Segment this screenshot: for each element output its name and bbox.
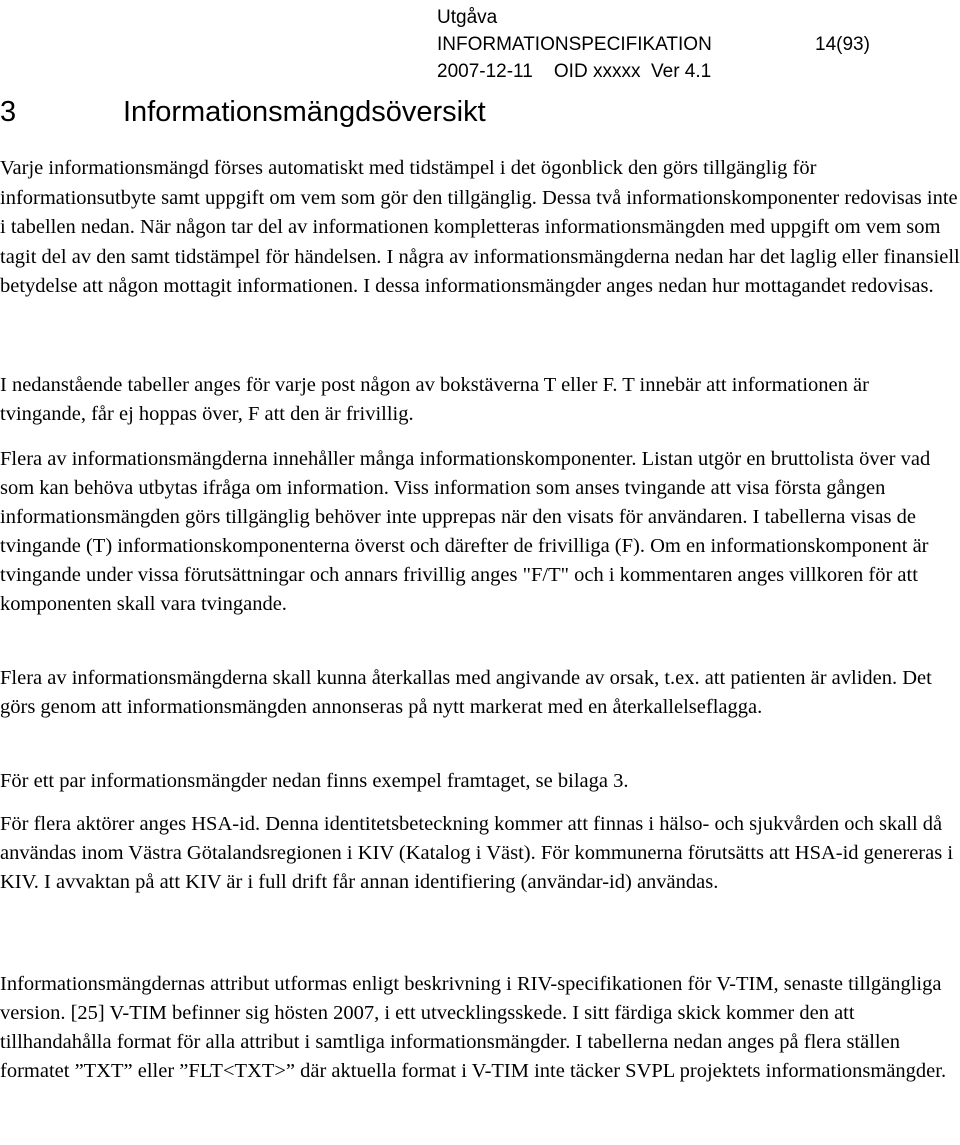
header-document-type: INFORMATIONSPECIFIKATION — [437, 34, 712, 55]
paragraph-t-f-notation: I nedanstående tabeller anges för varje post någon av bokstäverna T eller F. T innebär att informationen är tvingande, får ej hoppas över, F att den är frivillig. — [0, 374, 869, 425]
header-date-version: 2007-12-11 OID xxxxx Ver 4.1 — [437, 61, 712, 82]
paragraph-timestamp: Varje informationsmängd förses automatiskt med tidstämpel i det ögonblick den görs tillgänglig för informationsutbyte samt uppgift om vem som gör den tillgänglig. Dessa två informationskomponenter redovisas inte i tabellen nedan. När någon tar del av informationen kompletteras informationsmängden med uppgift om vem som tagit del av den samt tidstämpel för händelsen. I några av informationsmängderna nedan har det laglig eller finansiell betydelse att någon mottagit informationen. I dessa informationsmängder anges nedan hur mottagandet redovisas. — [0, 157, 960, 297]
section-number: 3 — [0, 96, 17, 128]
paragraph-recall: Flera av informationsmängderna skall kunna återkallas med angivande av orsak, t.ex. att patienten är avliden. Det görs genom att informationsmängden annonseras på nytt markerat med en återkallelseflagga. — [0, 667, 932, 718]
paragraph-examples: För ett par informationsmängder nedan finns exempel framtaget, se bilaga 3. — [0, 770, 629, 792]
header-edition: Utgåva — [437, 7, 498, 28]
paragraph-attributes: Informationsmängdernas attribut utformas enligt beskrivning i RIV-specifikationen för V-TIM, senaste tillgängliga version. [25] V-TIM befinner sig hösten 2007, i ett utvecklingsskede. I sitt färdiga skick kommer den att tillhandahålla format för alla attribut i samtliga informationsmängder. I tabellerna nedan anges på flera ställen formatet ”TXT” eller ”FLT<TXT>” där aktuella format i V-TIM inte täcker SVPL projektets informationsmängder. — [0, 973, 947, 1082]
header-page-number: 14(93) — [815, 34, 870, 55]
paragraph-components: Flera av informationsmängderna innehåller många informationskomponenter. Listan utgör en bruttolista över vad som kan behöva utbytas ifråga om information. Viss information som anses tvingande att visa första gången informationsmängden görs tillgänglig behöver inte upprepas när den visats för användaren. I tabellerna visas de tvingande (T) informationskomponenterna överst och därefter de frivilliga (F). Om en informationskomponent är tvingande under vissa förutsättningar och annars frivillig anges "F/T" och i kommentaren anges villkoren för att komponenten skall vara tvingande. — [0, 448, 931, 615]
section-title: Informationsmängdsöversikt — [123, 96, 486, 128]
section-heading — [0, 96, 486, 129]
document-header — [437, 4, 957, 85]
paragraph-hsa-id: För flera aktörer anges HSA-id. Denna identitetsbeteckning kommer att finnas i hälso- och sjukvården och skall då användas inom Västra Götalandsregionen i KIV (Katalog i Väst). För kommunerna förutsätts att HSA-id genereras i KIV. I avvaktan på att KIV är i full drift får annan identifiering (användar-id) användas. — [0, 813, 954, 893]
